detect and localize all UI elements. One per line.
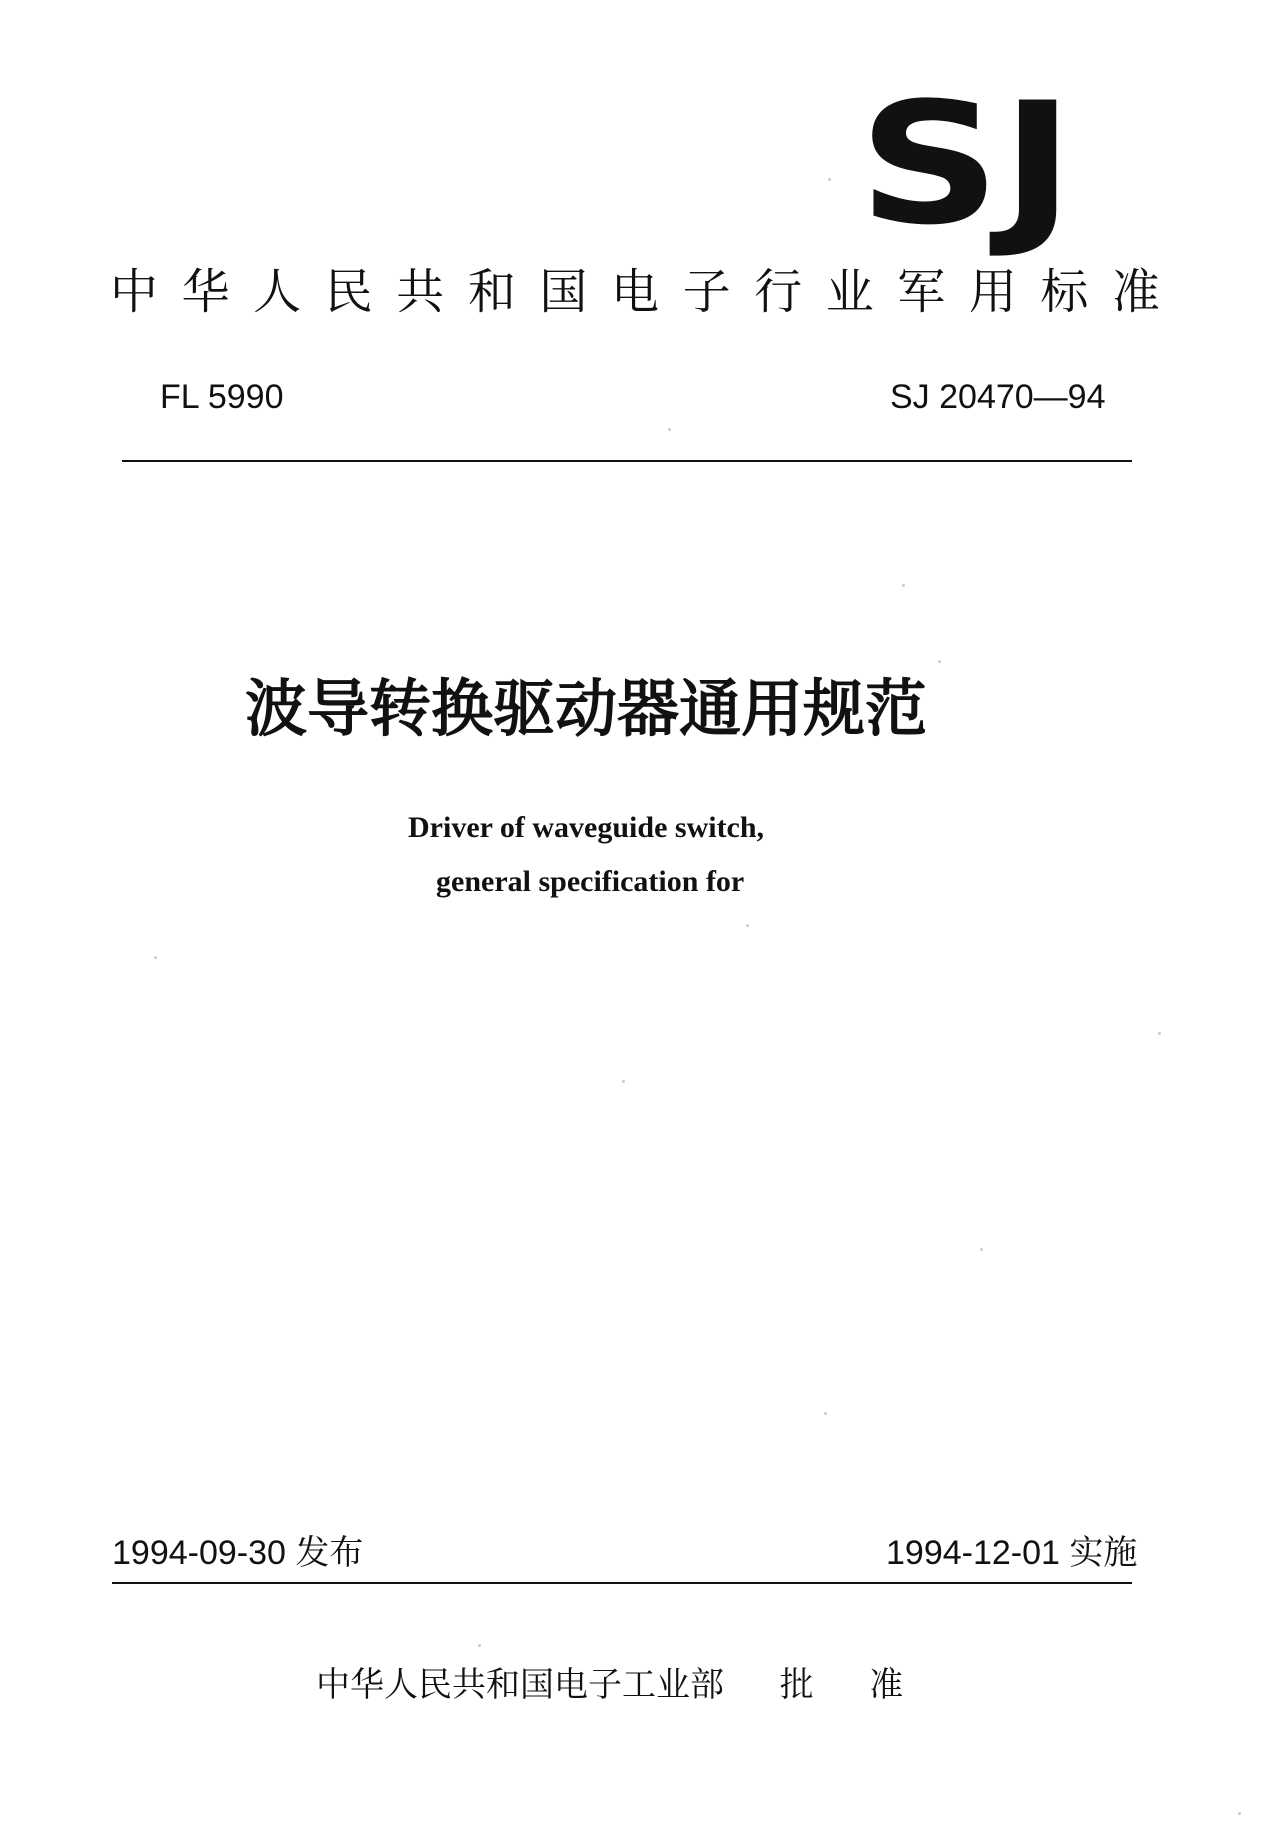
scan-speck — [622, 1080, 625, 1083]
approval-line — [316, 1665, 1016, 1705]
sj-logo: SJ — [858, 66, 1075, 262]
document-title-cn: 波导转换驱动器通用规范 — [245, 672, 928, 745]
classification-code: FL 5990 — [160, 378, 284, 416]
scan-speck — [824, 1412, 827, 1415]
approval-label-2: 准 — [869, 1665, 904, 1705]
scan-speck — [154, 956, 157, 959]
effective-date: 1994-12-01 实施 — [886, 1534, 1138, 1572]
document-title-en-line1: Driver of waveguide switch, — [408, 811, 765, 844]
scan-speck — [746, 924, 749, 927]
issuer-title: 中华人民共和国电子行业军用标准 — [110, 264, 1160, 320]
scan-speck — [478, 1644, 481, 1647]
scan-speck — [938, 660, 941, 663]
footer-divider — [112, 1582, 1132, 1584]
scan-speck — [1158, 1032, 1161, 1035]
standard-number: SJ 20470—94 — [890, 378, 1106, 416]
document-title-en — [408, 806, 928, 903]
scan-speck — [902, 584, 905, 587]
approval-organization: 中华人民共和国电子工业部 — [316, 1665, 724, 1705]
scan-speck — [668, 428, 671, 431]
document-title-en-line2: general specification for — [436, 864, 745, 898]
approval-label-1: 批 — [779, 1665, 814, 1705]
publish-date: 1994-09-30 发布 — [112, 1534, 364, 1572]
header-divider — [122, 460, 1132, 462]
scan-speck — [828, 178, 831, 181]
scan-speck — [1238, 1812, 1241, 1815]
scan-speck — [980, 1248, 983, 1251]
